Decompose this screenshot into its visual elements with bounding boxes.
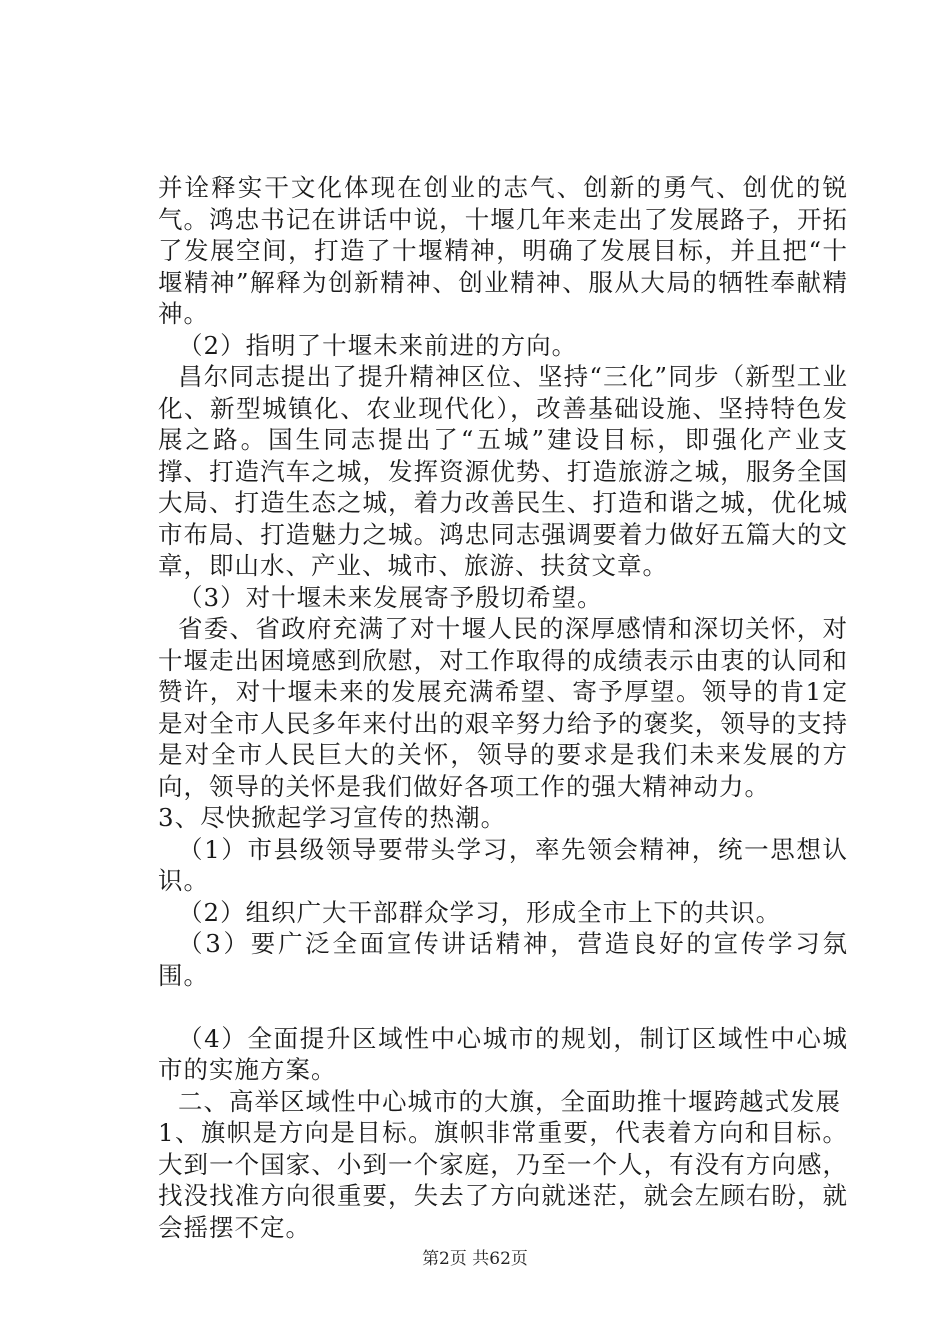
paragraph-heading-study: 3、尽快掀起学习宣传的热潮。 [158, 803, 507, 832]
paragraph-item-cadres: （2）组织广大干部群众学习，形成全市上下的共识。 [178, 897, 782, 927]
paragraph-heading-hope: （3）对十堰未来发展寄予殷切希望。 [178, 582, 603, 612]
paragraph-item-publicity: （3）要广泛全面宣传讲话精神，营造良好的宣传学习氛围。 [158, 929, 848, 990]
paragraph-development-path: 昌尔同志提出了提升精神区位、坚持“三化”同步（新型工业化、新型城镇化、农业现代化），改善基础设施、坚持特色发展之路。国生同志提出了“五城”建设目标，即强化产业支撑、打造汽车之城，发挥资源优势、打造旅游之城，服务全国大局、打造生态之城，着力改善民生、打造和谐之城，优化城市布局、打造魅力之城。鸿忠同志强调要着力做好五篇大的文章，即山水、产业、城市、旅游、扶贫文章。 [158, 362, 848, 580]
document-body [158, 172, 848, 1243]
paragraph-heading-direction: （2）指明了十堰未来前进的方向。 [178, 330, 578, 360]
paragraph-section-two: 二、高举区域性中心城市的大旗，全面助推十堰跨越式发展 [178, 1086, 841, 1116]
paragraph-banner-direction: 1、旗帜是方向是目标。旗帜非常重要，代表着方向和目标。大到一个国家、小到一个家庭，乃至一个人，有没有方向感，找没找准方向很重要，失去了方向就迷茫，就会左顾右盼，就会摇摆不定。 [158, 1118, 848, 1242]
paragraph-item-leaders: （1）市县级领导要带头学习，率先领会精神，统一思想认识。 [158, 834, 848, 895]
paragraph-provincial-care: 省委、省政府充满了对十堰人民的深厚感情和深切关怀，对十堰走出困境感到欣慰，对工作取得的成绩表示由衷的认同和赞许，对十堰未来的发展充满希望、寄予厚望。领导的肯1定是对全市人民多年来付出的艰辛努力给予的褒奖，领导的支持是对全市人民巨大的关怀，领导的要求是我们未来发展的方向，领导的关怀是我们做好各项工作的强大精神动力。 [158, 614, 848, 801]
paragraph-spirit: 并诠释实干文化体现在创业的志气、创新的勇气、创优的锐气。鸿忠书记在讲话中说，十堰几年来走出了发展路子，开拓了发展空间，打造了十堰精神，明确了发展目标，并且把“十堰精神”解释为创新精神、创业精神、服从大局的牺牲奉献精神。 [158, 173, 848, 328]
paragraph-item-plan: （4）全面提升区域性中心城市的规划，制订区域性中心城市的实施方案。 [158, 1023, 848, 1084]
blank-line [158, 991, 848, 1023]
page-number: 第2页 共62页 [422, 1249, 528, 1269]
